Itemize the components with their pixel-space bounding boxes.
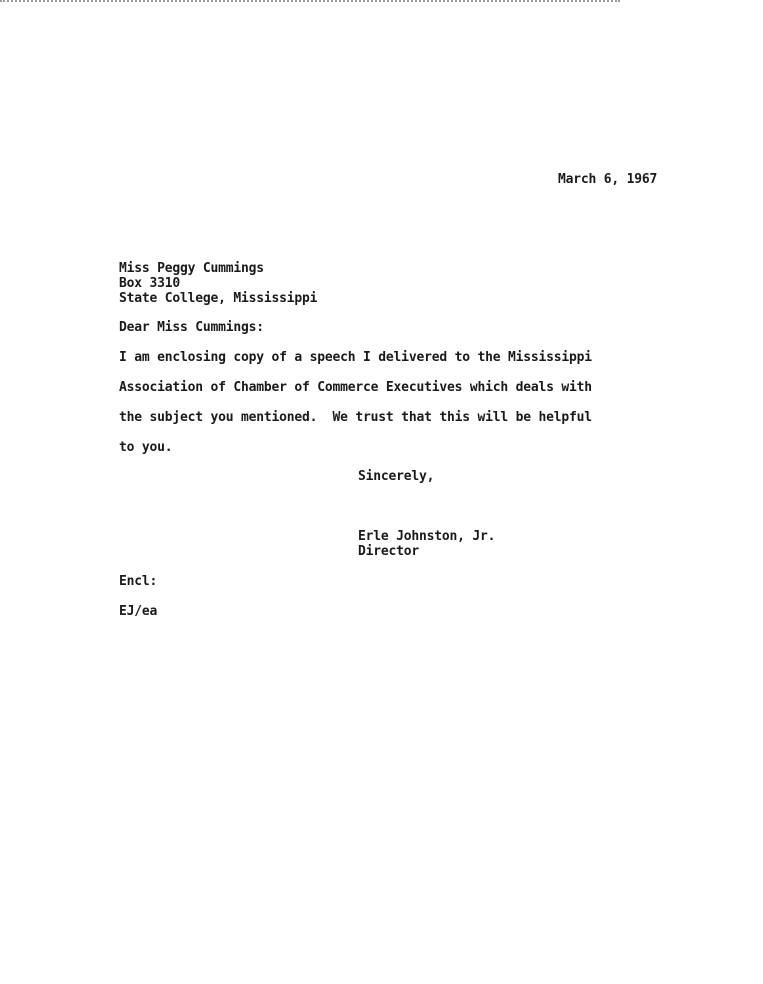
- recipient-box: Box 3310: [119, 276, 181, 291]
- closing: Sincerely,: [358, 469, 435, 484]
- salutation: Dear Miss Cummings:: [119, 320, 264, 335]
- body-line: Association of Chamber of Commerce Executives which deals with: [119, 380, 592, 395]
- signature-title: Director: [358, 544, 420, 559]
- reference-initials: EJ/ea: [119, 604, 158, 619]
- body-line: I am enclosing copy of a speech I delivered to the Mississippi: [119, 350, 592, 365]
- enclosure-note: Encl:: [119, 574, 158, 589]
- recipient-name: Miss Peggy Cummings: [119, 261, 264, 276]
- body-line: to you.: [119, 440, 173, 455]
- letter-date: March 6, 1967: [558, 172, 658, 187]
- signature-name: Erle Johnston, Jr.: [358, 529, 496, 544]
- recipient-city: State College, Mississippi: [119, 291, 318, 306]
- body-line: the subject you mentioned. We trust that this will be helpful: [119, 410, 592, 425]
